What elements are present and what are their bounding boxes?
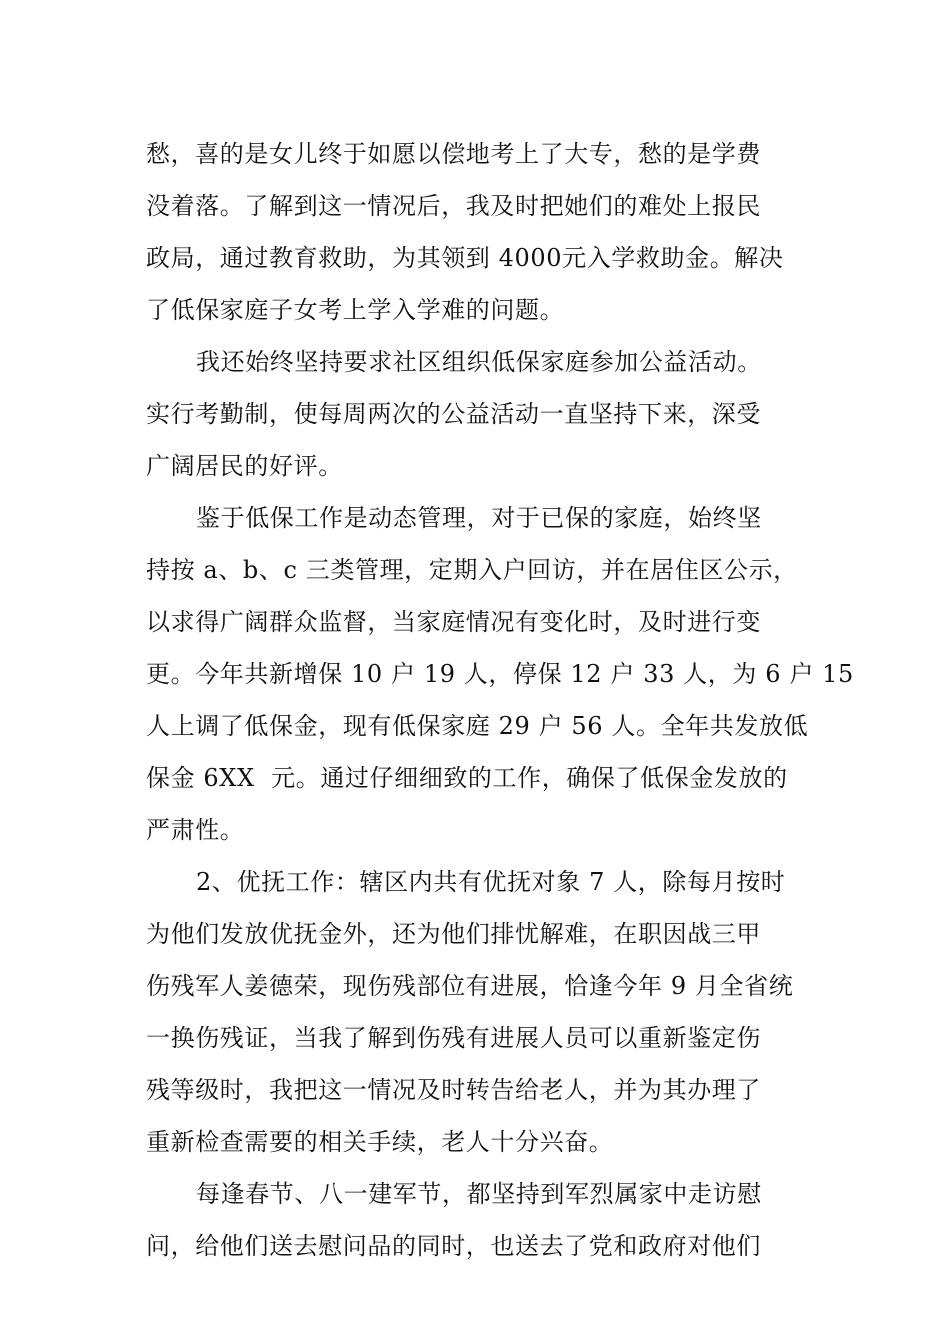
text-line: 我还始终坚持要求社区组织低保家庭参加公益活动。 (196, 348, 762, 376)
text-line: 残等级时，我把这一情况及时转告给老人，并为其办理了 (146, 1076, 761, 1104)
text-line: 鉴于低保工作是动态管理，对于已保的家庭，始终坚 (196, 504, 762, 532)
text-line: 问，给他们送去慰问品的同时，也送去了党和政府对他们 (146, 1232, 761, 1260)
text-line: 伤残军人姜德荣，现伤残部位有进展，恰逢今年 9 月全省统 (146, 972, 794, 1000)
text-line: 了低保家庭子女考上学入学难的问题。 (146, 296, 565, 324)
text-line: 严肃性。 (146, 816, 245, 844)
paragraph-1 (146, 128, 808, 336)
text-line: 重新检查需要的相关手续，老人十分兴奋。 (146, 1128, 614, 1156)
text-line: 每逢春节、八一建军节，都坚持到军烈属家中走访慰 (196, 1180, 762, 1208)
document-body (146, 128, 854, 1272)
text-line: 没着落。了解到这一情况后，我及时把她们的难处上报民 (146, 192, 761, 220)
paragraph-3 (146, 492, 854, 856)
text-line: 一换伤残证，当我了解到伤残有进展人员可以重新鉴定伤 (146, 1024, 761, 1052)
text-line: 愁，喜的是女儿终于如愿以偿地考上了大专，愁的是学费 (146, 140, 761, 168)
paragraph-2 (146, 336, 808, 492)
text-line: 广阔居民的好评。 (146, 452, 343, 480)
text-line: 人上调了低保金，现有低保家庭 29 户 56 人。全年共发放低 (146, 712, 809, 740)
paragraph-4 (146, 856, 808, 1168)
paragraph-5 (146, 1168, 808, 1272)
text-line: 更。今年共新增保 10 户 19 人，停保 12 户 33 人，为 6 户 15 (146, 660, 854, 688)
text-line: 以求得广阔群众监督，当家庭情况有变化时，及时进行变 (146, 608, 761, 636)
text-line: 2、优抚工作：辖区内共有优抚对象 7 人，除每月按时 (196, 868, 786, 896)
text-line: 保金 6XX 元。通过仔细细致的工作，确保了低保金发放的 (146, 764, 788, 792)
text-line: 为他们发放优抚金外，还为他们排忧解难，在职因战三甲 (146, 920, 761, 948)
text-line: 实行考勤制，使每周两次的公益活动一直坚持下来，深受 (146, 400, 761, 428)
text-line: 持按 a、b、c 三类管理，定期入户回访，并在居住区公示， (146, 556, 798, 584)
text-line: 政局，通过教育救助，为其领到 4000元入学救助金。解决 (146, 244, 784, 272)
